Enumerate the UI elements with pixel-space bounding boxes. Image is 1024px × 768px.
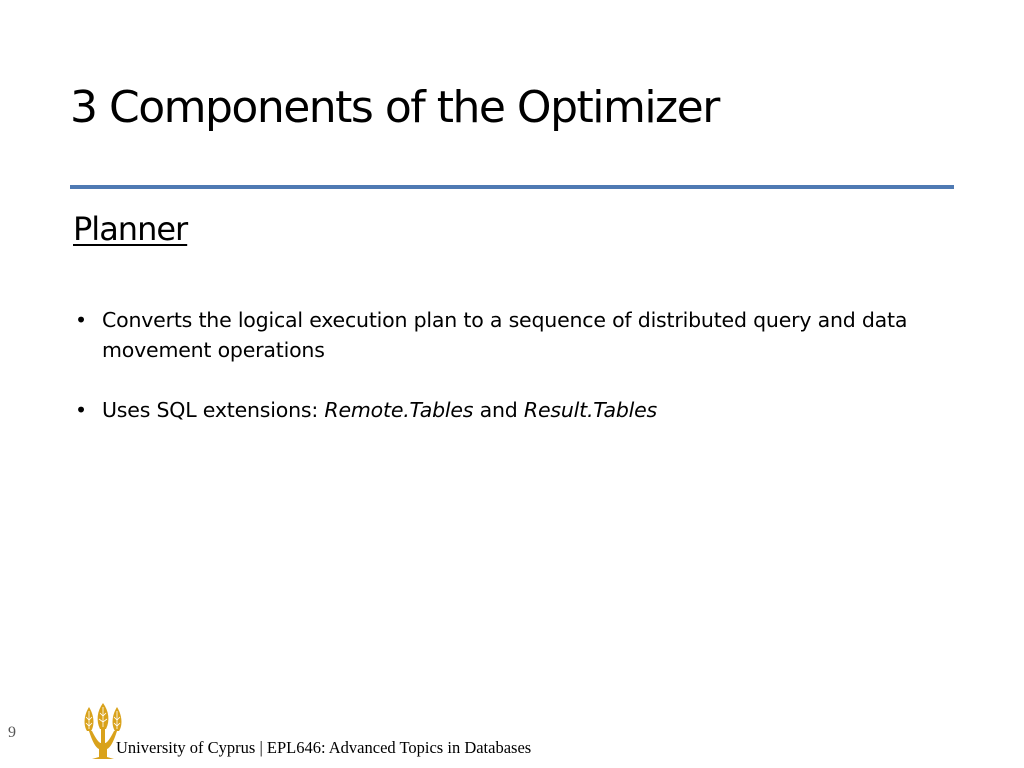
bullet-emphasis-remote-tables: Remote.Tables [324,398,474,422]
bullet-list [75,305,955,455]
title-divider [70,185,954,189]
bullet-item [75,395,955,425]
bullet-emphasis-result-tables: Result.Tables [523,398,658,422]
footer-text: University of Cyprus | EPL646: Advanced Topics in Databases [116,738,532,757]
bullet-text: Converts the logical execution plan to a sequence of distributed query and data movement operations [102,308,908,362]
page-number: 9 [8,724,16,741]
bullet-text-middle: and [473,398,524,422]
slide-title: 3 Components of the Optimizer [70,82,719,133]
bullet-item [75,305,955,365]
bullet-dot: • [75,308,87,332]
bullet-dot: • [75,398,87,422]
bullet-text-prefix: Uses SQL extensions: [102,398,325,422]
section-heading: Planner [73,210,188,248]
